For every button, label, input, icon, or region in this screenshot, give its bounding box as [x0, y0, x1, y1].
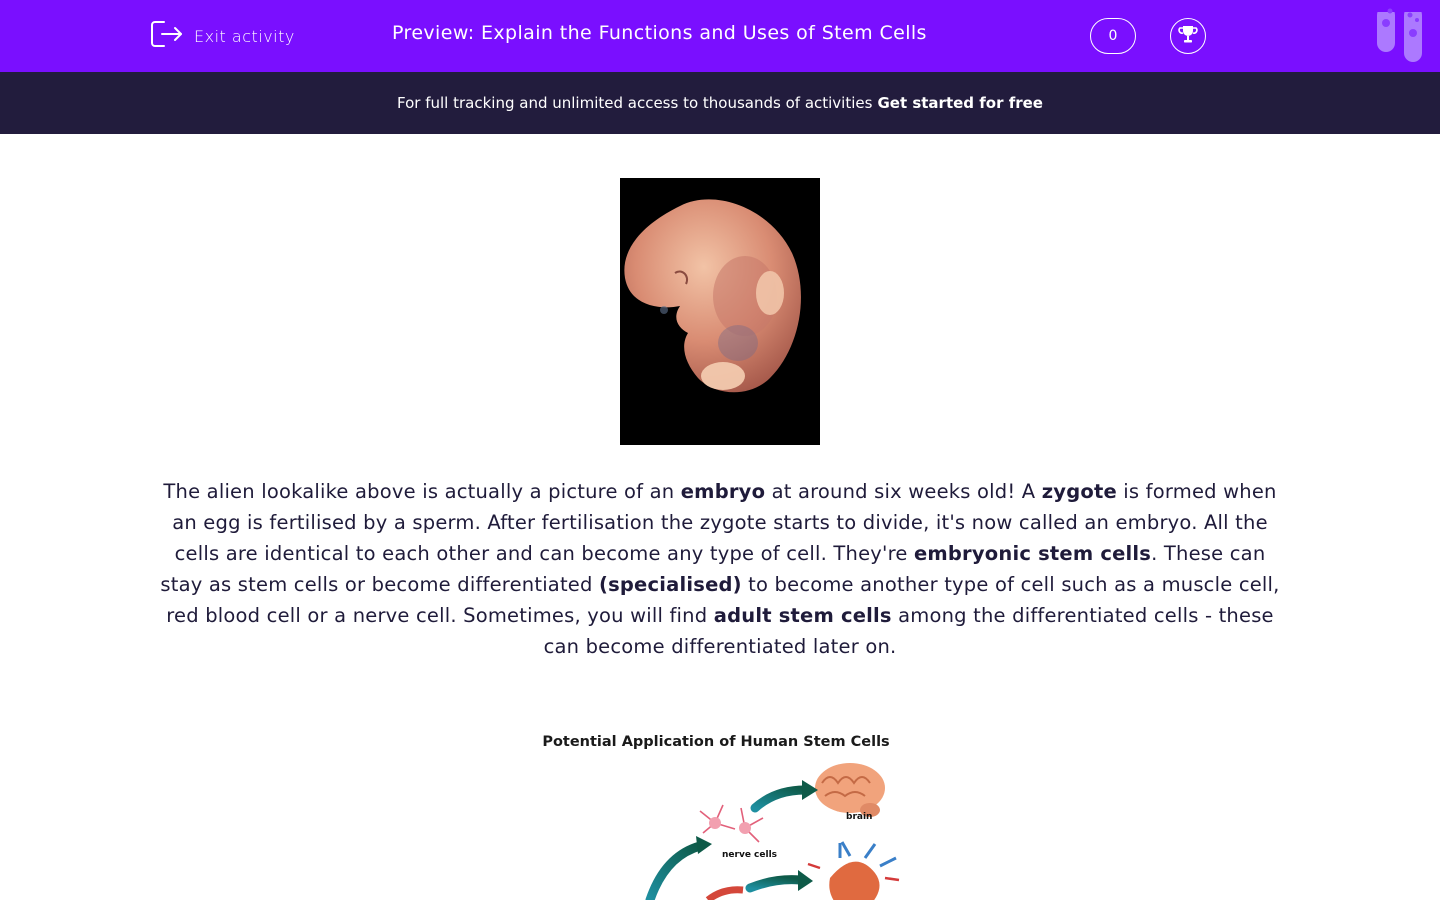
term-embryo: embryo [680, 480, 766, 503]
text-run: . These can stay as stem cells or become differentiated [160, 542, 1266, 596]
text-run: to become another type of cell such as a muscle cell, red blood cell or a nerve cell. Sometimes, you will find [166, 573, 1280, 627]
text-run: among the differentiated cells - these can become differentiated later on. [543, 604, 1274, 658]
term-embryonic-stem-cells: embryonic stem cells [913, 542, 1152, 565]
score-badge [1090, 18, 1136, 54]
exit-icon [150, 19, 184, 53]
diagram-title: Potential Application of Human Stem Cells [542, 734, 890, 750]
stem-cell-applications-diagram [520, 728, 920, 900]
exit-activity-button[interactable] [150, 20, 295, 52]
intro-paragraph [155, 476, 1285, 662]
nerve-cells-label: nerve cells [722, 850, 778, 860]
top-bar [0, 0, 1440, 72]
trophy-icon [1177, 23, 1199, 49]
banner-text: For full tracking and unlimited access to thousands of activities [397, 94, 873, 112]
text-run: The alien lookalike above is actually a picture of an [163, 480, 681, 503]
term-specialised: (specialised) [598, 573, 742, 596]
trophy-button[interactable] [1170, 18, 1206, 54]
text-run: at around six weeks old! A [765, 480, 1042, 503]
exit-activity-label: Exit activity [194, 26, 295, 46]
test-tubes-logo-icon [1375, 6, 1425, 64]
embryo-image [620, 178, 820, 445]
get-started-link[interactable]: Get started for free [877, 94, 1043, 112]
term-adult-stem-cells: adult stem cells [713, 604, 892, 627]
brain-icon [815, 763, 885, 817]
page-title: Preview: Explain the Functions and Uses of Stem Cells [392, 22, 927, 44]
brain-label: brain [846, 812, 873, 822]
term-zygote: zygote [1041, 480, 1117, 503]
upgrade-banner [0, 72, 1440, 134]
heart-icon [808, 842, 899, 900]
score-value: 0 [1108, 28, 1118, 44]
text-run: is formed when an egg is fertilised by a sperm. After fertilisation the zygote starts to divide, it's now called an embryo. All the cells are identical to each other and can become any type of cell. They're [172, 480, 1277, 565]
